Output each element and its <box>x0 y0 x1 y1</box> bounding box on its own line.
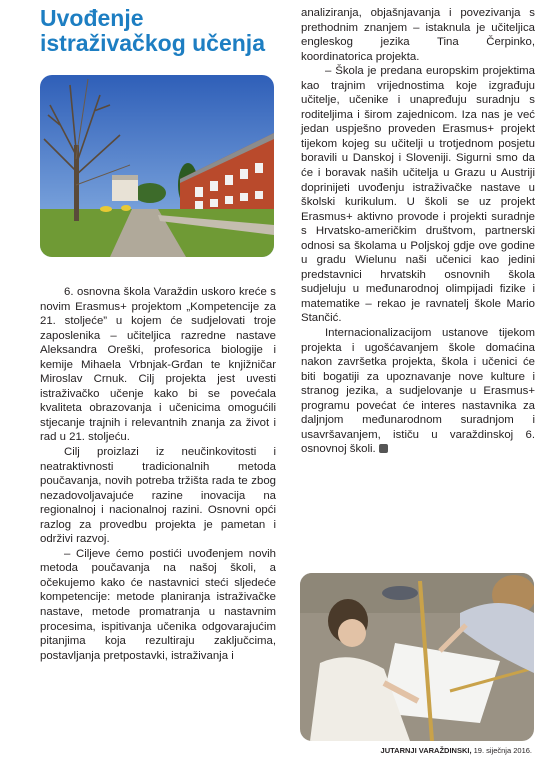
paragraph-goal: Cilj proizlazi iz neučinkovitosti i neatraktivnosti tradicionalnih metoda poučavanja, novih potreba tržišta rada te zbog nezadovoljavajuće razine inovacija na regionalnoj i nacionalnoj razini. Osnovni opći razlog za provedbu projekta je pametan i održivi razvoj. <box>40 446 276 546</box>
left-text-column <box>40 285 276 663</box>
paragraph-continuation: analiziranja, objašnjavanja i povezivanja s prethodnim znanjem – istaknula je učiteljica engleskog jezika Tina Čerpinko, koordinatorica projekta. <box>301 7 535 63</box>
end-of-article-icon <box>379 444 388 453</box>
title-line-2: istraživačkog učenja <box>40 30 265 56</box>
publication-date: 19. siječnja 2016. <box>473 746 532 755</box>
paragraph-conclusion <box>301 326 535 457</box>
paragraph-intro: 6. osnovna škola Varaždin uskoro kreće s novim Erasmus+ projektom „Kompetencije za 21. stoljeće” u kojem će sudjelovati troje zaposlenika – učiteljica razredne nastave Aleksandra Oreški, profesorica biologije i kemije Mihaela Vrbnjak-Grđan te knjižničar Miroslav Crnuk. Cilj projekta jest uvesti istraživačko učenje kako bi se povećala kvaliteta obrazovanja i učenicima omogućili stjecanje trajnih i relevantnih znanja za život i rad u 21. stoljeću. <box>40 286 276 444</box>
paragraph-competences: – Ciljeve ćemo postići uvođenjem novih metoda poučavanja na našoj školi, a očekujemo kako će nastavnici steći sljedeće kompetencije: metode planiranja istraživačke nastave, metode promatranja u nastavnim procesima, ispitivanja učenika odgovarajućim pitanjima koja rezultiraju zaključcima, postavljanja pretpostavki, istraživanja i <box>40 547 276 662</box>
article-title <box>40 6 280 56</box>
paragraph-principal-quote: – Škola je predana europskim projektima kao trajnim vrijednostima koje izgrađuju učitelje, učenike i unapređuju suradnju s roditeljima i širom zajednicom. Iza nas je već jedan uspješno proveden Erasmus+ projekt tijekom kojeg su učitelji u trotjednom posjetu boravili u Danskoj i Sloveniji. Sigurni smo da će i boravak naših učitelja u Grazu u Austriji doprinijeti uvođenju istraživačke nastave u školski kurikulum. U školi se uz projekt Erasmus+ aktivno provode i projekti suradnje s Hrvatsko-američkim društvom, partnerski odnosi sa školama u Poljskoj gdje ove godine u gradu Wielunu naši učenici kao jedini predstavnici hrvatskih osnovnih škola sudjeluju u međunarodnoj olimpijadi fizike i matematike – rekao je ravnatelj škole Mario Stančić. <box>301 65 535 325</box>
school-photo <box>40 75 274 257</box>
publication-name: JUTARNJI VARAŽDINSKI, <box>380 746 472 755</box>
right-text-column <box>301 6 535 457</box>
conclusion-text: Internacionalizacijom ustanove tijekom projekta i ugošćavanjem škole domaćina nakon završetka projekta, škola i učenici će biti bogatiji za upoznavanje nove kulture i stranog jezika, a sudjelovanje u Erasmus+ programu povećat će interes nastavnika za daljnjom međunarodnom suradnjom i usavršavanjem, ističu u varaždinskoj 6. osnovnoj školi. <box>301 327 535 456</box>
title-line-1: Uvođenje <box>40 5 144 31</box>
page-footer <box>381 746 532 755</box>
students-measuring-photo <box>300 573 534 741</box>
